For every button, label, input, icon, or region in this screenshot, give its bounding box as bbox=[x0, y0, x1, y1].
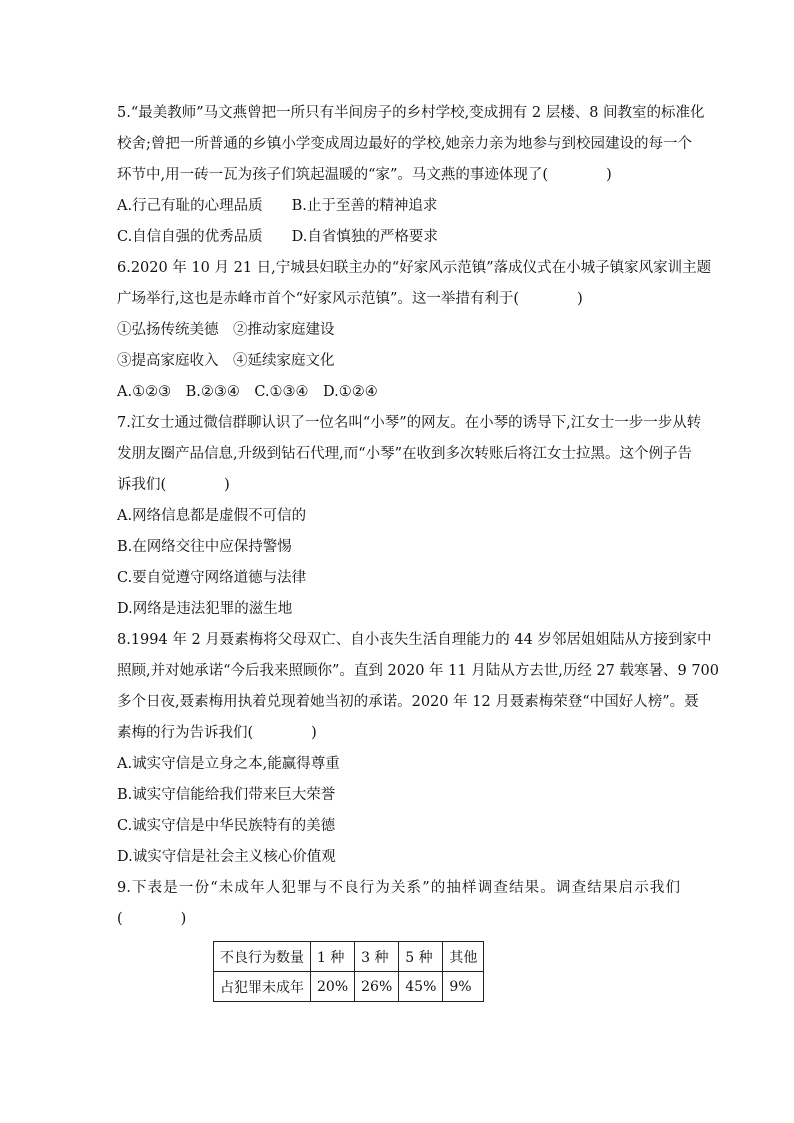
table-cell: 20% bbox=[311, 972, 355, 1002]
question-7-stem-line-3: 诉我们( ) bbox=[117, 477, 230, 493]
question-8-option-a: A.诚实守信是立身之本,能赢得尊重 bbox=[117, 756, 340, 772]
question-7-option-d: D.网络是违法犯罪的滋生地 bbox=[117, 601, 293, 617]
question-5 bbox=[117, 98, 705, 253]
question-7-stem-line-2: 发朋友圈产品信息,升级到钻石代理,而“小琴”在收到多次转账后将江女士拉黑。这个例子告 bbox=[117, 446, 693, 462]
table-cell: 占犯罪未成年 bbox=[214, 972, 311, 1002]
question-8 bbox=[117, 625, 720, 873]
table-cell: 9% bbox=[443, 972, 484, 1002]
table-header-cell: 3 种 bbox=[355, 942, 399, 972]
table-header-row bbox=[214, 942, 484, 972]
question-8-stem-line-1: 8.1994 年 2 月聂素梅将父母双亡、自小丧失生活自理能力的 44 岁邻居姐姐陆从方接到家中 bbox=[117, 632, 712, 648]
question-7-option-a: A.网络信息都是虚假不可信的 bbox=[117, 508, 307, 524]
question-6-options: A.①②③ B.②③④ C.①③④ D.①②④ bbox=[117, 384, 378, 400]
question-6 bbox=[117, 253, 712, 408]
question-8-stem-line-2: 照顾,并对她承诺“今后我来照顾你”。直到 2020 年 11 月陆从方去世,历经 27 载寒暑、9 700 bbox=[117, 663, 720, 679]
question-7-option-c: C.要自觉遵守网络道德与法律 bbox=[117, 570, 307, 586]
question-8-stem-line-4: 素梅的行为告诉我们( ) bbox=[117, 725, 317, 741]
question-8-stem-line-3: 多个日夜,聂素梅用执着兑现着她当初的承诺。2020 年 12 月聂素梅荣登“中国好人榜”。聂 bbox=[117, 694, 699, 710]
table-cell: 45% bbox=[399, 972, 443, 1002]
question-7-stem-line-1: 7.江女士通过微信群聊认识了一位名叫“小琴”的网友。在小琴的诱导下,江女士一步一步从转 bbox=[117, 415, 702, 431]
survey-table-wrapper bbox=[213, 941, 680, 1002]
question-8-option-d: D.诚实守信是社会主义核心价值观 bbox=[117, 849, 336, 865]
table-header-cell: 不良行为数量 bbox=[214, 942, 311, 972]
question-7-option-b: B.在网络交往中应保持警惕 bbox=[117, 539, 292, 555]
question-9-stem-line-1: 9.下表是一份“未成年人犯罪与不良行为关系”的抽样调查结果。调查结果启示我们 bbox=[117, 880, 680, 896]
question-list bbox=[117, 98, 720, 1002]
question-6-stem-line-1: 6.2020 年 10 月 21 日,宁城县妇联主办的“好家风示范镇”落成仪式在小城子镇家风家训主题 bbox=[117, 260, 712, 276]
question-9 bbox=[117, 873, 680, 1002]
question-8-option-b: B.诚实守信能给我们带来巨大荣誉 bbox=[117, 787, 336, 803]
table-header-cell: 其他 bbox=[443, 942, 484, 972]
table-header-cell: 1 种 bbox=[311, 942, 355, 972]
question-5-stem-line-3: 环节中,用一砖一瓦为孩子们筑起温暖的“家”。马文燕的事迹体现了( ) bbox=[117, 167, 612, 183]
question-7 bbox=[117, 408, 702, 625]
question-9-stem-line-2: ( ) bbox=[117, 911, 187, 927]
question-6-stem-line-2: 广场举行,这也是赤峰市首个“好家风示范镇”。这一举措有利于( ) bbox=[117, 291, 583, 307]
question-5-stem-line-1: 5.“最美教师”马文燕曾把一所只有半间房子的乡村学校,变成拥有 2 层楼、8 间教室的标准化 bbox=[117, 105, 705, 121]
question-6-items-12: ①弘扬传统美德 ②推动家庭建设 bbox=[117, 322, 335, 338]
question-5-stem-line-2: 校舍;曾把一所普通的乡镇小学变成周边最好的学校,她亲力亲为地参与到校园建设的每一个 bbox=[117, 136, 692, 152]
survey-table bbox=[213, 941, 484, 1002]
table-cell: 26% bbox=[355, 972, 399, 1002]
question-5-options-cd: C.自信自强的优秀品质 D.自省慎独的严格要求 bbox=[117, 229, 438, 245]
table-header-cell: 5 种 bbox=[399, 942, 443, 972]
table-row bbox=[214, 972, 484, 1002]
question-5-options-ab: A.行己有耻的心理品质 B.止于至善的精神追求 bbox=[117, 198, 438, 214]
question-8-option-c: C.诚实守信是中华民族特有的美德 bbox=[117, 818, 336, 834]
question-6-items-34: ③提高家庭收入 ④延续家庭文化 bbox=[117, 353, 335, 369]
